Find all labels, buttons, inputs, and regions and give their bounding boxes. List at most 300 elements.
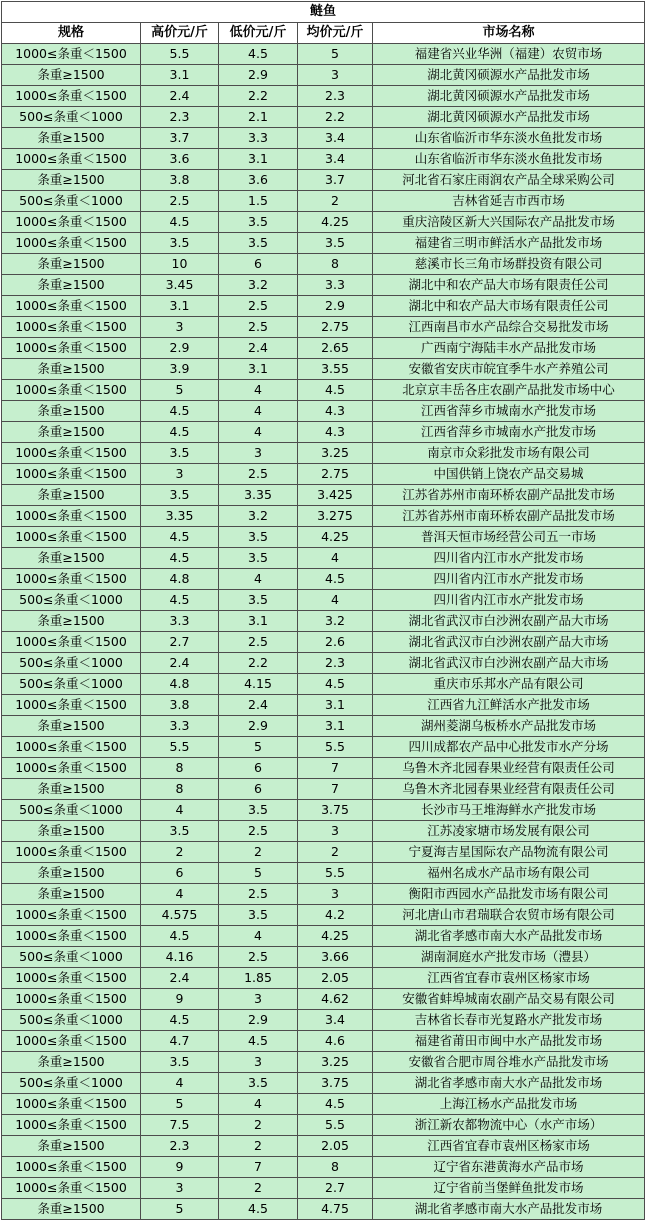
table-row (2, 1136, 645, 1157)
market-cell: 湖北中和农产品大市场有限责任公司 (373, 275, 645, 296)
low-price-cell: 2.9 (219, 65, 298, 86)
table-body (2, 44, 645, 1220)
spec-cell: 1000≤条重＜1500 (2, 506, 141, 527)
high-price-cell: 2.7 (141, 632, 219, 653)
low-price-cell: 4.5 (219, 1199, 298, 1220)
spec-cell: 1000≤条重＜1500 (2, 317, 141, 338)
high-price-cell: 10 (141, 254, 219, 275)
spec-cell: 500≤条重＜1000 (2, 1073, 141, 1094)
market-cell: 湖北省孝感市南大水产品批发市场 (373, 1199, 645, 1220)
header-spec: 规格 (2, 23, 141, 44)
avg-price-cell: 2.7 (298, 1178, 373, 1199)
market-cell: 浙江新农都物流中心（水产市场） (373, 1115, 645, 1136)
market-cell: 衡阳市西园水产品批发市场有限公司 (373, 884, 645, 905)
low-price-cell: 4.5 (219, 1031, 298, 1052)
avg-price-cell: 2.05 (298, 1136, 373, 1157)
low-price-cell: 2.2 (219, 86, 298, 107)
table-row (2, 44, 645, 65)
table-row (2, 758, 645, 779)
spec-cell: 1000≤条重＜1500 (2, 443, 141, 464)
low-price-cell: 2 (219, 1115, 298, 1136)
market-cell: 江西南昌市水产品综合交易批发市场 (373, 317, 645, 338)
high-price-cell: 4 (141, 800, 219, 821)
high-price-cell: 4.5 (141, 1010, 219, 1031)
avg-price-cell: 4.5 (298, 674, 373, 695)
header-low-price: 低价元/斤 (219, 23, 298, 44)
high-price-cell: 2.3 (141, 107, 219, 128)
avg-price-cell: 8 (298, 254, 373, 275)
table-row (2, 212, 645, 233)
market-cell: 湖北黄冈硕源水产品批发市场 (373, 86, 645, 107)
avg-price-cell: 3.75 (298, 800, 373, 821)
table-row (2, 359, 645, 380)
high-price-cell: 9 (141, 989, 219, 1010)
spec-cell: 条重≥1500 (2, 1136, 141, 1157)
low-price-cell: 4 (219, 926, 298, 947)
high-price-cell: 7.5 (141, 1115, 219, 1136)
avg-price-cell: 3.55 (298, 359, 373, 380)
low-price-cell: 2.1 (219, 107, 298, 128)
market-cell: 福建省三明市鲜活水产品批发市场 (373, 233, 645, 254)
avg-price-cell: 2.75 (298, 464, 373, 485)
spec-cell: 1000≤条重＜1500 (2, 695, 141, 716)
spec-cell: 条重≥1500 (2, 611, 141, 632)
spec-cell: 1000≤条重＜1500 (2, 1157, 141, 1178)
avg-price-cell: 8 (298, 1157, 373, 1178)
table-row (2, 128, 645, 149)
low-price-cell: 1.85 (219, 968, 298, 989)
table-row (2, 254, 645, 275)
market-cell: 四川省内江市水产批发市场 (373, 590, 645, 611)
avg-price-cell: 4 (298, 590, 373, 611)
spec-cell: 500≤条重＜1000 (2, 653, 141, 674)
low-price-cell: 3.1 (219, 359, 298, 380)
low-price-cell: 2.5 (219, 296, 298, 317)
low-price-cell: 3.5 (219, 233, 298, 254)
high-price-cell: 4.5 (141, 401, 219, 422)
avg-price-cell: 3.4 (298, 149, 373, 170)
table-row (2, 1052, 645, 1073)
market-cell: 福建省兴业华洲（福建）农贸市场 (373, 44, 645, 65)
spec-cell: 条重≥1500 (2, 716, 141, 737)
header-market: 市场名称 (373, 23, 645, 44)
avg-price-cell: 3.275 (298, 506, 373, 527)
table-row (2, 548, 645, 569)
market-cell: 普洱天恒市场经营公司五一市场 (373, 527, 645, 548)
avg-price-cell: 3.1 (298, 716, 373, 737)
market-cell: 江西省萍乡市城南水产批发市场 (373, 401, 645, 422)
high-price-cell: 4.7 (141, 1031, 219, 1052)
spec-cell: 条重≥1500 (2, 254, 141, 275)
table-row (2, 800, 645, 821)
market-cell: 广西南宁海陆丰水产品批发市场 (373, 338, 645, 359)
table-row (2, 170, 645, 191)
market-cell: 长沙市马王堆海鲜水产批发市场 (373, 800, 645, 821)
market-cell: 慈溪市长三角市场群投资有限公司 (373, 254, 645, 275)
high-price-cell: 2.5 (141, 191, 219, 212)
market-cell: 江西省九江鲜活水产批发市场 (373, 695, 645, 716)
spec-cell: 500≤条重＜1000 (2, 107, 141, 128)
avg-price-cell: 3.7 (298, 170, 373, 191)
high-price-cell: 9 (141, 1157, 219, 1178)
spec-cell: 1000≤条重＜1500 (2, 569, 141, 590)
low-price-cell: 2.4 (219, 338, 298, 359)
spec-cell: 1000≤条重＜1500 (2, 737, 141, 758)
high-price-cell: 2.4 (141, 86, 219, 107)
avg-price-cell: 2.05 (298, 968, 373, 989)
market-cell: 上海江杨水产品批发市场 (373, 1094, 645, 1115)
market-cell: 福州名成水产品市场有限公司 (373, 863, 645, 884)
table-row (2, 1157, 645, 1178)
title-row (2, 2, 645, 23)
avg-price-cell: 2 (298, 191, 373, 212)
high-price-cell: 2.4 (141, 653, 219, 674)
low-price-cell: 3.1 (219, 149, 298, 170)
table-row (2, 611, 645, 632)
table-row (2, 1199, 645, 1220)
spec-cell: 条重≥1500 (2, 401, 141, 422)
market-cell: 安徽省安庆市皖宜季牛水产养殖公司 (373, 359, 645, 380)
table-row (2, 506, 645, 527)
low-price-cell: 6 (219, 779, 298, 800)
market-cell: 江西省宜春市袁州区杨家市场 (373, 1136, 645, 1157)
spec-cell: 1000≤条重＜1500 (2, 758, 141, 779)
high-price-cell: 2.3 (141, 1136, 219, 1157)
table-row (2, 422, 645, 443)
avg-price-cell: 3 (298, 884, 373, 905)
spec-cell: 1000≤条重＜1500 (2, 1115, 141, 1136)
spec-cell: 1000≤条重＜1500 (2, 527, 141, 548)
avg-price-cell: 5.5 (298, 1115, 373, 1136)
spec-cell: 1000≤条重＜1500 (2, 1178, 141, 1199)
market-cell: 山东省临沂市华东淡水鱼批发市场 (373, 149, 645, 170)
table-row (2, 86, 645, 107)
avg-price-cell: 5 (298, 44, 373, 65)
spec-cell: 1000≤条重＜1500 (2, 464, 141, 485)
low-price-cell: 4 (219, 380, 298, 401)
low-price-cell: 3.5 (219, 1073, 298, 1094)
price-table (1, 1, 645, 1220)
low-price-cell: 3.5 (219, 212, 298, 233)
table-row (2, 968, 645, 989)
high-price-cell: 5.5 (141, 44, 219, 65)
low-price-cell: 3.5 (219, 548, 298, 569)
high-price-cell: 5.5 (141, 737, 219, 758)
low-price-cell: 3.3 (219, 128, 298, 149)
table-row (2, 485, 645, 506)
table-row (2, 338, 645, 359)
table-row (2, 1115, 645, 1136)
spec-cell: 1000≤条重＜1500 (2, 905, 141, 926)
avg-price-cell: 3.25 (298, 443, 373, 464)
table-row (2, 1178, 645, 1199)
spec-cell: 1000≤条重＜1500 (2, 44, 141, 65)
high-price-cell: 2.4 (141, 968, 219, 989)
low-price-cell: 6 (219, 254, 298, 275)
spec-cell: 条重≥1500 (2, 1052, 141, 1073)
table-row (2, 632, 645, 653)
avg-price-cell: 4.25 (298, 527, 373, 548)
low-price-cell: 3.5 (219, 590, 298, 611)
avg-price-cell: 7 (298, 779, 373, 800)
high-price-cell: 3.35 (141, 506, 219, 527)
avg-price-cell: 3.4 (298, 128, 373, 149)
table-row (2, 590, 645, 611)
avg-price-cell: 4.25 (298, 926, 373, 947)
table-row (2, 905, 645, 926)
spec-cell: 条重≥1500 (2, 1199, 141, 1220)
low-price-cell: 2.5 (219, 947, 298, 968)
avg-price-cell: 2.75 (298, 317, 373, 338)
table-row (2, 779, 645, 800)
high-price-cell: 3.5 (141, 1052, 219, 1073)
table-row (2, 149, 645, 170)
spec-cell: 条重≥1500 (2, 359, 141, 380)
table-row (2, 464, 645, 485)
spec-cell: 条重≥1500 (2, 65, 141, 86)
spec-cell: 条重≥1500 (2, 884, 141, 905)
table-row (2, 65, 645, 86)
high-price-cell: 3.5 (141, 443, 219, 464)
high-price-cell: 3.8 (141, 170, 219, 191)
high-price-cell: 3.45 (141, 275, 219, 296)
avg-price-cell: 5.5 (298, 737, 373, 758)
low-price-cell: 3.1 (219, 611, 298, 632)
high-price-cell: 3.1 (141, 296, 219, 317)
avg-price-cell: 2.2 (298, 107, 373, 128)
avg-price-cell: 7 (298, 758, 373, 779)
low-price-cell: 2.5 (219, 884, 298, 905)
table-row (2, 737, 645, 758)
market-cell: 重庆市乐邦水产品有限公司 (373, 674, 645, 695)
avg-price-cell: 4.62 (298, 989, 373, 1010)
high-price-cell: 4.5 (141, 548, 219, 569)
high-price-cell: 4.5 (141, 422, 219, 443)
low-price-cell: 2.5 (219, 821, 298, 842)
low-price-cell: 3.2 (219, 275, 298, 296)
high-price-cell: 4.8 (141, 569, 219, 590)
spec-cell: 500≤条重＜1000 (2, 191, 141, 212)
market-cell: 江西省宜春市袁州区杨家市场 (373, 968, 645, 989)
high-price-cell: 3 (141, 317, 219, 338)
market-cell: 南京市众彩批发市场有限公司 (373, 443, 645, 464)
table-row (2, 989, 645, 1010)
high-price-cell: 4.575 (141, 905, 219, 926)
low-price-cell: 3.6 (219, 170, 298, 191)
market-cell: 四川省内江市水产批发市场 (373, 569, 645, 590)
high-price-cell: 3 (141, 464, 219, 485)
avg-price-cell: 3.425 (298, 485, 373, 506)
market-cell: 湖北省孝感市南大水产品批发市场 (373, 1073, 645, 1094)
table-row (2, 569, 645, 590)
market-cell: 江苏省苏州市南环桥农副产品批发市场 (373, 506, 645, 527)
table-row (2, 1031, 645, 1052)
market-cell: 湖北黄冈硕源水产品批发市场 (373, 107, 645, 128)
table-row (2, 674, 645, 695)
market-cell: 湖州菱湖乌板桥水产品批发市场 (373, 716, 645, 737)
market-cell: 湖北黄冈硕源水产品批发市场 (373, 65, 645, 86)
low-price-cell: 4.15 (219, 674, 298, 695)
spec-cell: 条重≥1500 (2, 548, 141, 569)
high-price-cell: 3.6 (141, 149, 219, 170)
market-cell: 山东省临沂市华东淡水鱼批发市场 (373, 128, 645, 149)
table-row (2, 1073, 645, 1094)
market-cell: 重庆涪陵区新大兴国际农产品批发市场 (373, 212, 645, 233)
high-price-cell: 3 (141, 1178, 219, 1199)
spec-cell: 条重≥1500 (2, 275, 141, 296)
high-price-cell: 4.16 (141, 947, 219, 968)
low-price-cell: 3.5 (219, 800, 298, 821)
avg-price-cell: 3.5 (298, 233, 373, 254)
high-price-cell: 4.5 (141, 212, 219, 233)
low-price-cell: 6 (219, 758, 298, 779)
high-price-cell: 3.3 (141, 716, 219, 737)
low-price-cell: 2.9 (219, 716, 298, 737)
avg-price-cell: 4 (298, 548, 373, 569)
low-price-cell: 2 (219, 1136, 298, 1157)
spec-cell: 1000≤条重＜1500 (2, 233, 141, 254)
avg-price-cell: 3.1 (298, 695, 373, 716)
market-cell: 湖北省武汉市白沙洲农副产品大市场 (373, 611, 645, 632)
spec-cell: 1000≤条重＜1500 (2, 989, 141, 1010)
table-row (2, 926, 645, 947)
market-cell: 湖北省孝感市南大水产品批发市场 (373, 926, 645, 947)
table-title: 鲢鱼 (2, 2, 645, 23)
table-row (2, 821, 645, 842)
table-row (2, 1094, 645, 1115)
spec-cell: 1000≤条重＜1500 (2, 338, 141, 359)
avg-price-cell: 2.9 (298, 296, 373, 317)
header-row (2, 23, 645, 44)
spec-cell: 条重≥1500 (2, 422, 141, 443)
table-row (2, 842, 645, 863)
spec-cell: 条重≥1500 (2, 128, 141, 149)
table-row (2, 716, 645, 737)
high-price-cell: 4.5 (141, 926, 219, 947)
avg-price-cell: 3.3 (298, 275, 373, 296)
avg-price-cell: 2.3 (298, 653, 373, 674)
header-high-price: 高价元/斤 (141, 23, 219, 44)
header-avg-price: 均价元/斤 (298, 23, 373, 44)
market-cell: 湖北中和农产品大市场有限责任公司 (373, 296, 645, 317)
avg-price-cell: 2.65 (298, 338, 373, 359)
table-row (2, 863, 645, 884)
high-price-cell: 3.9 (141, 359, 219, 380)
avg-price-cell: 4.3 (298, 401, 373, 422)
high-price-cell: 3.5 (141, 821, 219, 842)
market-cell: 江苏凌家塘市场发展有限公司 (373, 821, 645, 842)
high-price-cell: 2.9 (141, 338, 219, 359)
market-cell: 福建省莆田市闽中水产品批发市场 (373, 1031, 645, 1052)
spec-cell: 条重≥1500 (2, 485, 141, 506)
avg-price-cell: 4.5 (298, 380, 373, 401)
spec-cell: 1000≤条重＜1500 (2, 1094, 141, 1115)
spec-cell: 1000≤条重＜1500 (2, 86, 141, 107)
spec-cell: 条重≥1500 (2, 779, 141, 800)
table-row (2, 191, 645, 212)
avg-price-cell: 4.6 (298, 1031, 373, 1052)
avg-price-cell: 4.75 (298, 1199, 373, 1220)
low-price-cell: 2 (219, 842, 298, 863)
avg-price-cell: 5.5 (298, 863, 373, 884)
spec-cell: 1000≤条重＜1500 (2, 842, 141, 863)
high-price-cell: 4 (141, 884, 219, 905)
low-price-cell: 3.5 (219, 905, 298, 926)
market-cell: 宁夏海吉星国际农产品物流有限公司 (373, 842, 645, 863)
low-price-cell: 3 (219, 989, 298, 1010)
avg-price-cell: 4.3 (298, 422, 373, 443)
avg-price-cell: 3.25 (298, 1052, 373, 1073)
low-price-cell: 2.9 (219, 1010, 298, 1031)
low-price-cell: 3 (219, 1052, 298, 1073)
market-cell: 吉林省延吉市西市场 (373, 191, 645, 212)
market-cell: 乌鲁木齐北园春果业经营有限责任公司 (373, 758, 645, 779)
high-price-cell: 3.1 (141, 65, 219, 86)
high-price-cell: 4.5 (141, 590, 219, 611)
spec-cell: 500≤条重＜1000 (2, 947, 141, 968)
market-cell: 中国供销上饶农产品交易城 (373, 464, 645, 485)
market-cell: 河北省石家庄雨润农产品全球采购公司 (373, 170, 645, 191)
low-price-cell: 3 (219, 443, 298, 464)
spec-cell: 条重≥1500 (2, 863, 141, 884)
spec-cell: 条重≥1500 (2, 821, 141, 842)
low-price-cell: 2 (219, 1178, 298, 1199)
avg-price-cell: 3.66 (298, 947, 373, 968)
market-cell: 四川省内江市水产批发市场 (373, 548, 645, 569)
spec-cell: 1000≤条重＜1500 (2, 380, 141, 401)
high-price-cell: 5 (141, 1199, 219, 1220)
spec-cell: 500≤条重＜1000 (2, 590, 141, 611)
spec-cell: 1000≤条重＜1500 (2, 212, 141, 233)
spec-cell: 1000≤条重＜1500 (2, 149, 141, 170)
table-row (2, 884, 645, 905)
avg-price-cell: 3.2 (298, 611, 373, 632)
table-row (2, 443, 645, 464)
low-price-cell: 3.2 (219, 506, 298, 527)
spec-cell: 条重≥1500 (2, 170, 141, 191)
avg-price-cell: 3 (298, 65, 373, 86)
low-price-cell: 2.2 (219, 653, 298, 674)
spec-cell: 1000≤条重＜1500 (2, 1031, 141, 1052)
low-price-cell: 2.5 (219, 317, 298, 338)
high-price-cell: 4 (141, 1073, 219, 1094)
table-row (2, 233, 645, 254)
spec-cell: 1000≤条重＜1500 (2, 296, 141, 317)
spec-cell: 500≤条重＜1000 (2, 1010, 141, 1031)
avg-price-cell: 4.5 (298, 1094, 373, 1115)
low-price-cell: 4 (219, 401, 298, 422)
high-price-cell: 8 (141, 779, 219, 800)
avg-price-cell: 3.75 (298, 1073, 373, 1094)
market-cell: 吉林省长春市光复路水产批发市场 (373, 1010, 645, 1031)
market-cell: 乌鲁木齐北园春果业经营有限责任公司 (373, 779, 645, 800)
market-cell: 湖北省武汉市白沙洲农副产品大市场 (373, 653, 645, 674)
market-cell: 江西省萍乡市城南水产批发市场 (373, 422, 645, 443)
avg-price-cell: 2.3 (298, 86, 373, 107)
table-row (2, 1010, 645, 1031)
table-row (2, 296, 645, 317)
high-price-cell: 8 (141, 758, 219, 779)
market-cell: 湖北省武汉市白沙洲农副产品大市场 (373, 632, 645, 653)
table-row (2, 527, 645, 548)
market-cell: 四川成都农产品中心批发市水产分场 (373, 737, 645, 758)
low-price-cell: 4.5 (219, 44, 298, 65)
avg-price-cell: 3.4 (298, 1010, 373, 1031)
market-cell: 辽宁省前当堡鲜鱼批发市场 (373, 1178, 645, 1199)
market-cell: 安徽省合肥市周谷堆水产品批发市场 (373, 1052, 645, 1073)
high-price-cell: 3.3 (141, 611, 219, 632)
low-price-cell: 7 (219, 1157, 298, 1178)
